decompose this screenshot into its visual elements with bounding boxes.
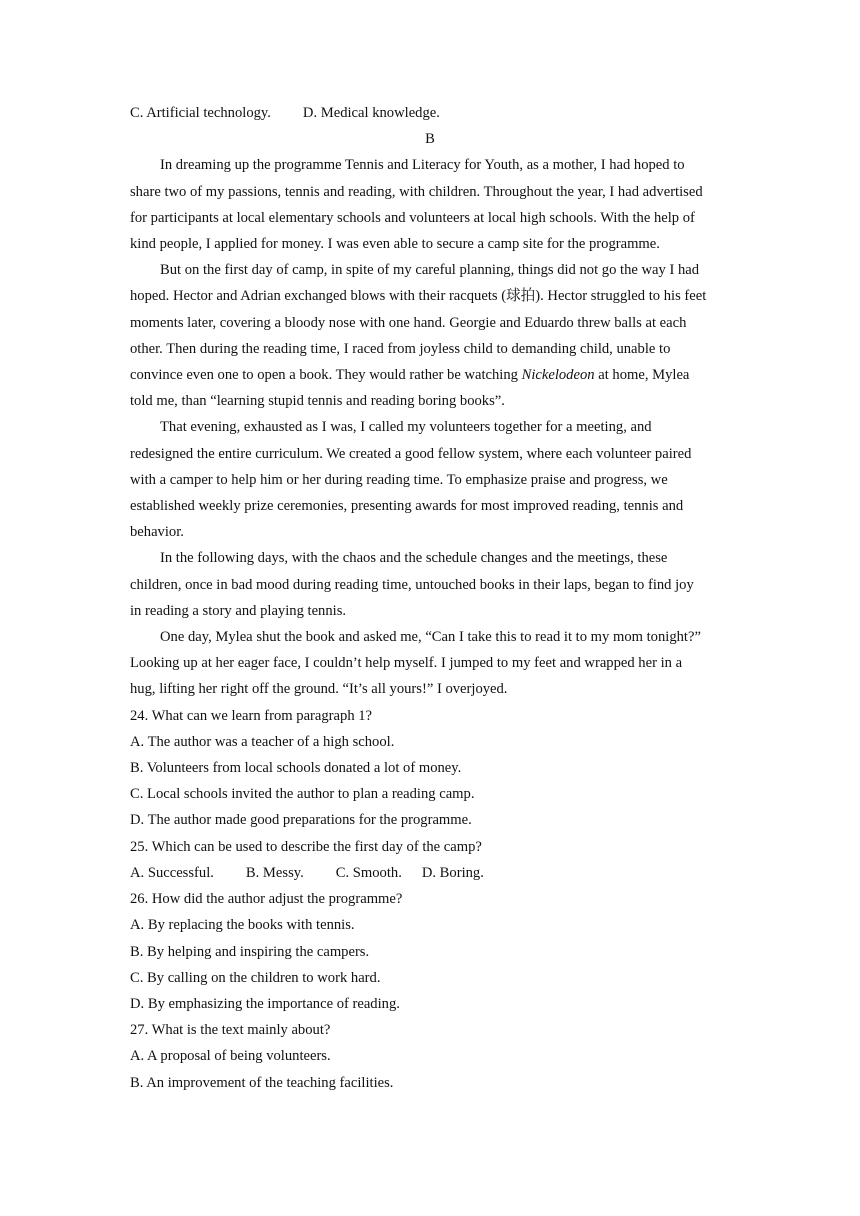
question-stem: 26. How did the author adjust the programme?	[130, 891, 403, 908]
passage-line: hoped. Hector and Adrian exchanged blows with their racquets (球拍). Hector struggled to his feet	[130, 288, 707, 305]
question-25	[130, 834, 730, 886]
answer-option: B. By helping and inspiring the campers.	[130, 943, 370, 960]
passage-line: In the following days, with the chaos and the schedule changes and the meetings, these	[160, 550, 668, 567]
answer-option: D. Boring.	[421, 864, 484, 881]
answer-option: C. Smooth.	[335, 864, 402, 881]
answer-option: A. The author was a teacher of a high school.	[130, 733, 395, 750]
passage-line: hug, lifting her right off the ground. “It’s all yours!” I overjoyed.	[130, 681, 508, 698]
question-24	[130, 703, 730, 834]
question-stem: 24. What can we learn from paragraph 1?	[130, 707, 373, 724]
answer-option: D. By emphasizing the importance of reading.	[130, 995, 400, 1012]
passage-paragraph-4	[130, 545, 730, 624]
answer-options-row	[130, 860, 730, 886]
answer-option: B. Volunteers from local schools donated a lot of money.	[130, 760, 462, 777]
passage-line: redesigned the entire curriculum. We created a good fellow system, where each volunteer paired	[130, 445, 692, 462]
answer-option: D. The author made good preparations for the programme.	[130, 812, 472, 829]
passage-line: That evening, exhausted as I was, I called my volunteers together for a meeting, and	[160, 419, 652, 436]
passage-line: moments later, covering a bloody nose with one hand. Georgie and Eduardo threw balls at each	[130, 314, 687, 331]
question-26	[130, 886, 730, 1017]
question-27	[130, 1017, 730, 1096]
answer-option: C. By calling on the children to work hard.	[130, 969, 381, 986]
passage-line: established weekly prize ceremonies, presenting awards for most improved reading, tennis and	[130, 498, 684, 515]
passage-line: In dreaming up the programme Tennis and Literacy for Youth, as a mother, I had hoped to	[160, 157, 685, 174]
question-stem: 25. Which can be used to describe the first day of the camp?	[130, 838, 482, 855]
passage-line: told me, than “learning stupid tennis and reading boring books”.	[130, 393, 505, 410]
answer-option: C. Local schools invited the author to plan a reading camp.	[130, 786, 475, 803]
passage-line: But on the first day of camp, in spite of my careful planning, things did not go the way I had	[160, 262, 700, 279]
passage-paragraph-5	[130, 624, 730, 703]
passage-line: with a camper to help him or her during reading time. To emphasize praise and progress, we	[130, 471, 668, 488]
option-d: D. Medical knowledge.	[302, 105, 440, 121]
passage-line	[130, 362, 730, 388]
passage-line: behavior.	[130, 524, 184, 541]
passage-paragraph-1	[130, 152, 730, 257]
passage-line: Looking up at her eager face, I couldn’t help myself. I jumped to my feet and wrapped her in a	[130, 655, 683, 672]
section-label: B	[425, 131, 435, 148]
answer-option: A. By replacing the books with tennis.	[130, 917, 355, 934]
passage-line: for participants at local elementary schools and volunteers at local high schools. With the help of	[130, 209, 695, 226]
passage-line: children, once in bad mood during reading time, untouched books in their laps, began to find joy	[130, 576, 694, 593]
answer-option: A. Successful.	[130, 864, 214, 881]
passage-paragraph-3	[130, 414, 730, 545]
show-title: Nickelodeon	[521, 367, 595, 384]
passage-line: One day, Mylea shut the book and asked me, “Can I take this to read it to my mom tonight?”	[160, 629, 701, 646]
answer-option: B. Messy.	[245, 864, 304, 881]
passage-line: in reading a story and playing tennis.	[130, 602, 347, 619]
passage-line: other. Then during the reading time, I raced from joyless child to demanding child, unable to	[130, 340, 671, 357]
answer-option: A. A proposal of being volunteers.	[130, 1048, 331, 1065]
passage-line: kind people, I applied for money. I was even able to secure a camp site for the programme.	[130, 236, 660, 253]
answer-option: B. An improvement of the teaching facilities.	[130, 1074, 394, 1091]
passage-line: share two of my passions, tennis and reading, with children. Throughout the year, I had advertised	[130, 183, 703, 200]
passage-paragraph-2	[130, 257, 730, 414]
passage-text: convince even one to open a book. They would rather be watching	[130, 367, 522, 384]
previous-question-options	[130, 100, 730, 126]
question-stem: 27. What is the text mainly about?	[130, 1022, 331, 1039]
exam-page	[130, 100, 730, 1096]
passage-text: at home, Mylea	[594, 367, 690, 384]
option-c: C. Artificial technology.	[130, 105, 271, 121]
